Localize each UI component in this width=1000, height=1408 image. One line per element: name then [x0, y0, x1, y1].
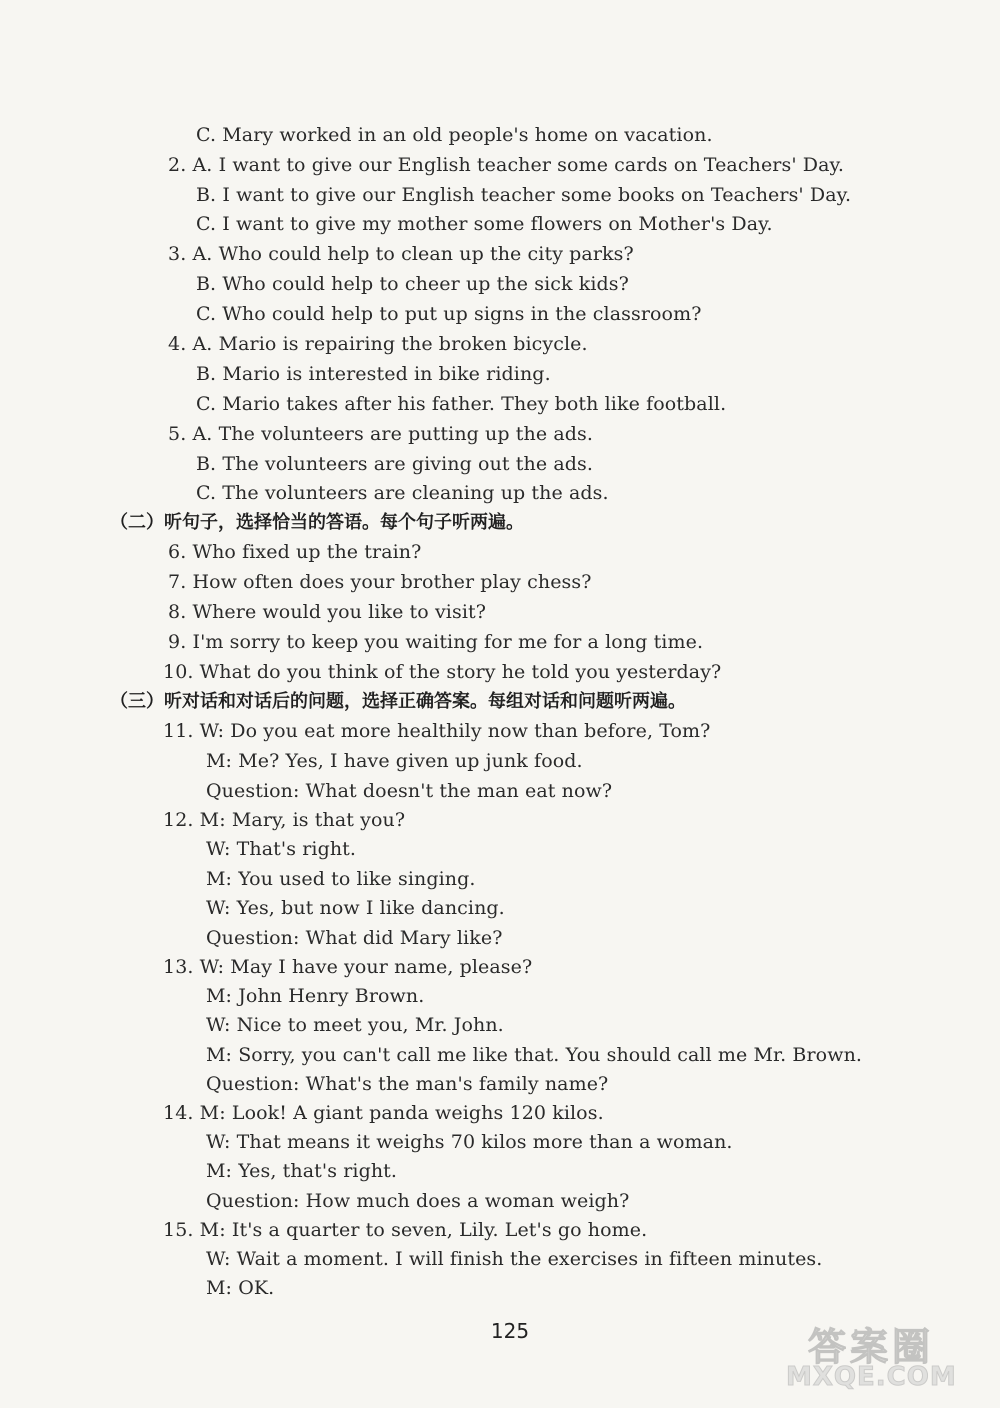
watermark-top-text: 答案圈 — [808, 1325, 935, 1369]
sentence-6: 6. Who fixed up the train? — [168, 541, 422, 563]
dialogue-13-question: Question: What's the man's family name? — [206, 1073, 609, 1095]
option-3a: 3. A. Who could help to clean up the city parks? — [168, 243, 634, 265]
dialogue-14-w1: W: That means it weighs 70 kilos more than a woman. — [206, 1131, 733, 1153]
dialogue-12-m1: 12. M: Mary, is that you? — [163, 809, 406, 831]
option-5a: 5. A. The volunteers are putting up the ads. — [168, 423, 594, 445]
dialogue-11-question: Question: What doesn't the man eat now? — [206, 780, 613, 802]
dialogue-12-w2: W: Yes, but now I like dancing. — [206, 897, 505, 919]
sentence-8: 8. Where would you like to visit? — [168, 601, 487, 623]
sentence-7: 7. How often does your brother play chess? — [168, 571, 592, 593]
option-5b: B. The volunteers are giving out the ads. — [196, 453, 594, 475]
dialogue-14-question: Question: How much does a woman weigh? — [206, 1190, 630, 1212]
dialogue-12-m2: M: You used to like singing. — [206, 868, 476, 890]
dialogue-13-m2: M: Sorry, you can't call me like that. You should call me Mr. Brown. — [206, 1044, 863, 1066]
option-2b: B. I want to give our English teacher some books on Teachers' Day. — [196, 184, 852, 206]
option-4b: B. Mario is interested in bike riding. — [196, 363, 551, 385]
sentence-9: 9. I'm sorry to keep you waiting for me for a long time. — [168, 631, 704, 653]
option-1c: C. Mary worked in an old people's home on vacation. — [196, 124, 713, 146]
option-5c: C. The volunteers are cleaning up the ads. — [196, 482, 609, 504]
dialogue-12-w1: W: That's right. — [206, 838, 357, 860]
option-3b: B. Who could help to cheer up the sick kids? — [196, 273, 629, 295]
dialogue-15-m1: 15. M: It's a quarter to seven, Lily. Let's go home. — [163, 1219, 648, 1241]
dialogue-11-w: 11. W: Do you eat more healthily now than before, Tom? — [163, 720, 711, 742]
option-3c: C. Who could help to put up signs in the classroom? — [196, 303, 702, 325]
watermark-bottom-text: MXQE.COM — [786, 1362, 957, 1392]
sentence-10: 10. What do you think of the story he told you yesterday? — [163, 661, 722, 683]
option-2a: 2. A. I want to give our English teacher some cards on Teachers' Day. — [168, 154, 844, 176]
dialogue-15-w1: W: Wait a moment. I will finish the exercises in fifteen minutes. — [206, 1248, 823, 1270]
option-2c: C. I want to give my mother some flowers on Mother's Day. — [196, 213, 773, 235]
dialogue-11-m: M: Me? Yes, I have given up junk food. — [206, 750, 583, 772]
dialogue-13-w2: W: Nice to meet you, Mr. John. — [206, 1014, 504, 1036]
page-number: 125 — [490, 1319, 530, 1343]
dialogue-14-m1: 14. M: Look! A giant panda weighs 120 kilos. — [163, 1102, 604, 1124]
section-3-heading: （三）听对话和对话后的问题，选择正确答案。每组对话和问题听两遍。 — [110, 691, 686, 712]
section-2-heading: （二）听句子，选择恰当的答语。每个句子听两遍。 — [110, 512, 524, 533]
dialogue-12-question: Question: What did Mary like? — [206, 927, 503, 949]
dialogue-15-m2: M: OK. — [206, 1277, 275, 1299]
watermark-logo — [786, 1310, 986, 1400]
dialogue-13-m1: M: John Henry Brown. — [206, 985, 425, 1007]
option-4c: C. Mario takes after his father. They both like football. — [196, 393, 727, 415]
dialogue-14-m2: M: Yes, that's right. — [206, 1160, 398, 1182]
dialogue-13-w1: 13. W: May I have your name, please? — [163, 956, 533, 978]
option-4a: 4. A. Mario is repairing the broken bicycle. — [168, 333, 588, 355]
